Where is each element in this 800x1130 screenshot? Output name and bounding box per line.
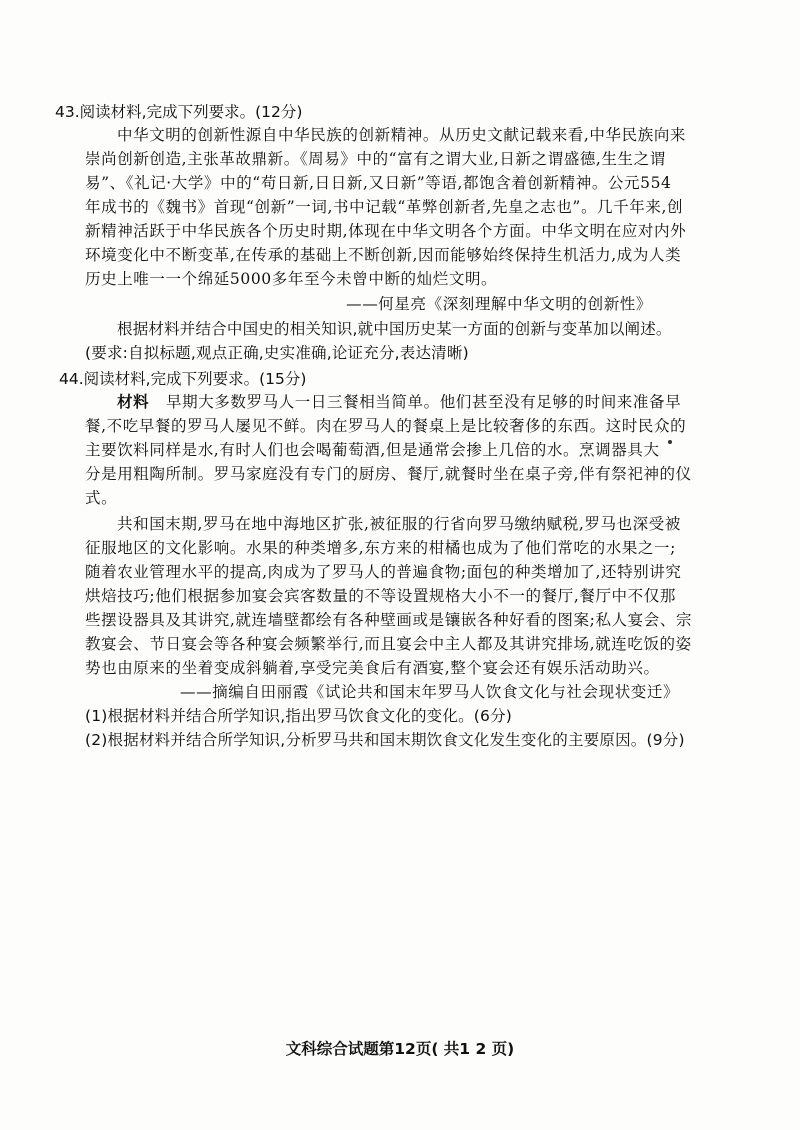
q44-p2-line: 征服地区的文化影响。水果的种类增多,东方来的柑橘也成为了他们常吃的水果之一; xyxy=(85,539,676,557)
q43-material-line: 中华文明的创新性源自中华民族的创新精神。从历史文献记载来看,中华民族向来 xyxy=(117,126,687,144)
q44-p2-line: 随着农业管理水平的提高,肉成为了罗马人的普遍食物;面包的种类增加了,还特别讲究 xyxy=(85,563,682,581)
q44-p1-line: 主要饮料同样是水,有时人们也会喝葡萄酒,但是通常会掺上几倍的水。烹调器具大 xyxy=(85,441,660,459)
q43-material-line: 年成书的《魏书》首现“创新”一词,书中记载“革弊创新者,先皇之志也”。几千年来,创 xyxy=(85,198,684,216)
question-44-title: 44.阅读材料,完成下列要求。(15分) xyxy=(59,370,307,388)
q43-material-line: 环境变化中不断变革,在传承的基础上不断创新,因而能够始终保持生机活力,成为人类 xyxy=(85,246,682,264)
q43-material-line: 崇尚创新创造,主张革故鼎新。《周易》中的“富有之谓大业,日新之谓盛德,生生之谓 xyxy=(85,150,666,168)
question-43-title: 43.阅读材料,完成下列要求。(12分) xyxy=(55,103,303,121)
q43-material-line: 易”、《礼记·大学》中的“苟日新,日日新,又日新”等语,都饱含着创新精神。公元554 xyxy=(85,174,672,192)
q44-p2-line: 共和国末期,罗马在地中海地区扩张,被征服的行省向罗马缴纳赋税,罗马也深受被 xyxy=(117,515,681,533)
q44-p1-line: 分是用粗陶所制。罗马家庭没有专门的厨房、餐厅,就餐时坐在桌子旁,伴有祭祀神的仪 xyxy=(85,465,692,483)
q43-requirements: (要求:自拟标题,观点正确,史实准确,论证充分,表达清晰) xyxy=(85,344,469,362)
q44-p2-line: 教宴会、节日宴会等各种宴会频繁举行,而且宴会中主人都及其讲究排场,就连吃饭的姿 xyxy=(85,635,692,653)
q43-material-line: 历史上唯一一个绵延5000多年至今未曾中断的灿烂文明。 xyxy=(85,270,498,288)
q44-p1-line: 式。 xyxy=(85,489,118,507)
q44-material-label: 材料 xyxy=(117,392,150,411)
q44-source: ——摘编自田丽霞《试论共和国末年罗马人饮食文化与社会现状变迁》 xyxy=(180,683,680,701)
q43-source: ——何星亮《深刻理解中华文明的创新性》 xyxy=(346,295,652,313)
q44-subquestion-1: (1)根据材料并结合所学知识,指出罗马饮食文化的变化。(6分) xyxy=(85,707,513,725)
q44-p1-line: 早期大多数罗马人一日三餐相当简单。他们甚至没有足够的时间来准备早 xyxy=(166,393,682,411)
q43-task: 根据材料并结合中国史的相关知识,就中国历史某一方面的创新与变革加以阐述。 xyxy=(117,320,672,338)
q44-p2-line: 些摆设器具及其讲究,就连墙壁都绘有各种壁画或是镶嵌各种好看的图案;私人宴会、宗 xyxy=(85,611,693,629)
q44-p1-line: 餐,不吃早餐的罗马人屡见不鲜。肉在罗马人的餐桌上是比较奢侈的东西。这时民众的 xyxy=(85,417,687,435)
q43-material-line: 新精神活跃于中华民族各个历史时期,体现在中华文明各个方面。中华文明在应对内外 xyxy=(85,222,687,240)
page-footer: 文科综合试题第12页( 共1 2 页) xyxy=(285,1040,515,1058)
scan-speck-mark xyxy=(667,439,673,445)
q44-p2-line: 势也由原来的坐着变成斜躺着,享受完美食后有酒宴,整个宴会还有娱乐活动助兴。 xyxy=(85,659,660,677)
q44-subquestion-2: (2)根据材料并结合所学知识,分析罗马共和国末期饮食文化发生变化的主要原因。(9分) xyxy=(85,731,685,749)
q44-p2-line: 烘焙技巧;他们根据参加宴会宾客数量的不等设置规格大小不一的餐厅,餐厅中不仅那 xyxy=(85,587,676,605)
